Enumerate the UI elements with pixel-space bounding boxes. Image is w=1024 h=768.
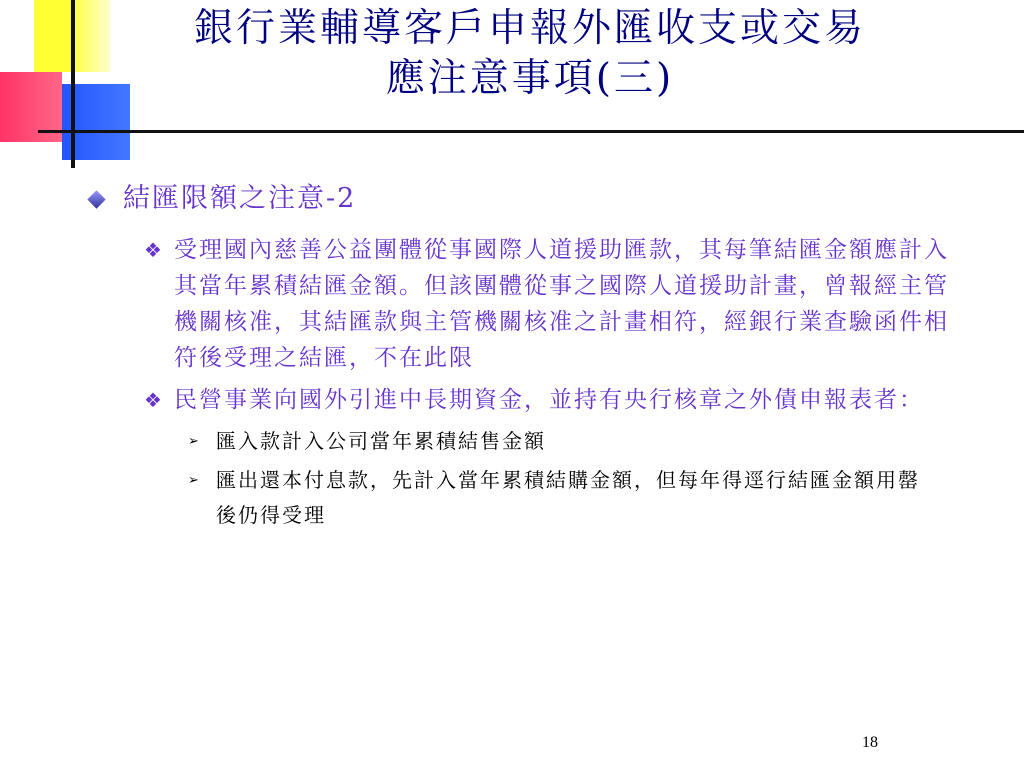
title-underline xyxy=(38,130,1024,133)
bullet-level3-item-1 xyxy=(188,424,964,459)
bullet-level1 xyxy=(84,180,964,218)
sub-bullet-text: 匯出還本付息款，先計入當年累積結購金額，但每年得逕行結匯金額用罄後仍得受理 xyxy=(216,468,920,527)
arrow-bullet-icon: ➢ xyxy=(188,434,201,449)
diamond-bullet-icon xyxy=(87,190,105,208)
slide-body xyxy=(84,180,964,537)
bullet-text: 受理國內慈善公益團體從事國際人道援助匯款，其每筆結匯金額應計入其當年累積結匯金額。但該團體從事之國際人道援助計畫，曾報經主管機關核准，其結匯款與主管機關核准之計畫相符，經銀行業查驗函件相符後受理之結匯，不在此限 xyxy=(174,237,949,371)
arrow-bullet-icon: ➢ xyxy=(188,473,201,488)
bullet-level2-item-1 xyxy=(144,232,964,376)
slide-title xyxy=(110,4,950,104)
page-number: 18 xyxy=(862,734,878,751)
sub-bullet-text: 匯入款計入公司當年累積結售金額 xyxy=(216,429,546,453)
bullet-text: 民營事業向國外引進中長期資金，並持有央行核章之外債申報表者： xyxy=(174,387,924,413)
four-diamond-bullet-icon: ❖ xyxy=(144,388,164,412)
title-line-2: 應注意事項(三) xyxy=(385,56,675,101)
bullet-level3-item-2 xyxy=(188,463,964,533)
bullet-level2-item-2 xyxy=(144,382,964,418)
title-line-1: 銀行業輔導客戶申報外匯收支或交易 xyxy=(193,6,866,51)
section-heading: 結匯限額之注意-2 xyxy=(123,183,357,214)
decor-vertical-line xyxy=(71,0,75,168)
four-diamond-bullet-icon: ❖ xyxy=(144,238,164,262)
